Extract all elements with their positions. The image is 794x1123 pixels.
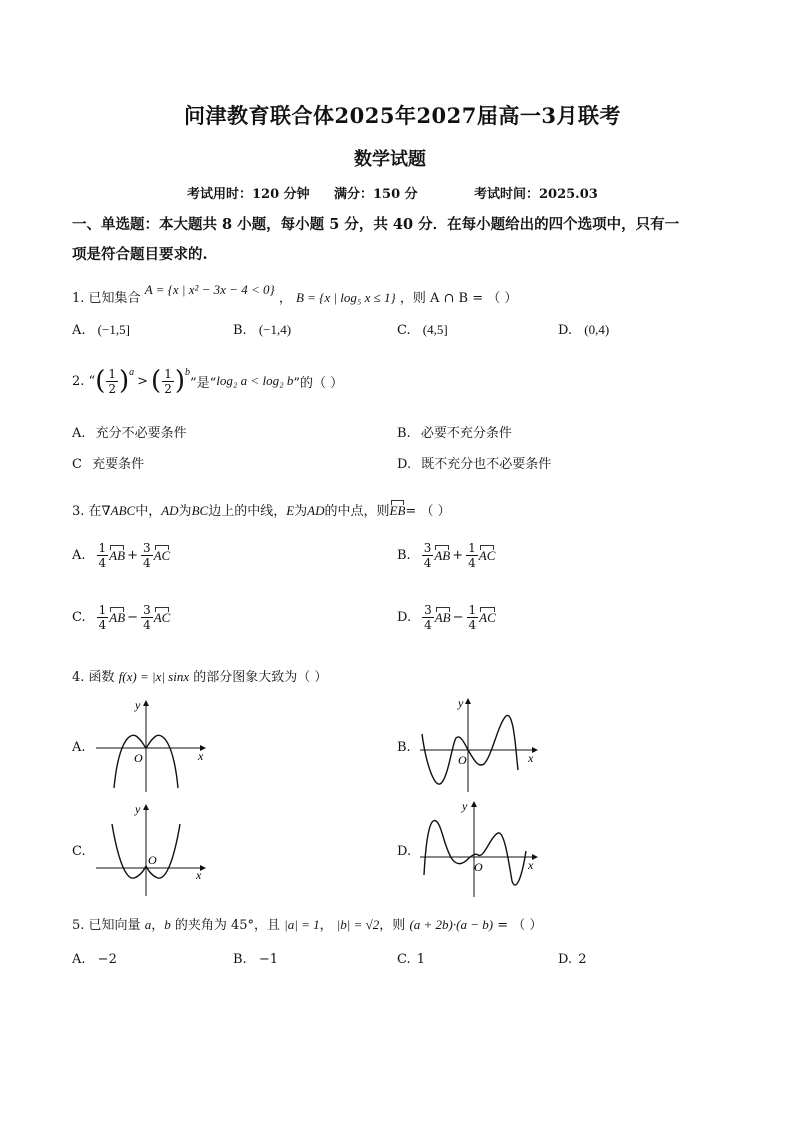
- q3-c-op: −: [127, 610, 139, 625]
- q1-prefix: 1. 已知集合: [72, 291, 141, 306]
- q4-d-y-label: y: [462, 799, 468, 813]
- q4-d-x-label: x: [528, 858, 534, 872]
- q4-c-x-label: x: [196, 868, 202, 882]
- q5-angle: 的夹角为 45°，且: [174, 918, 281, 933]
- q4-c-origin-label: O: [148, 853, 157, 867]
- time-used: 考试用时：120 分钟: [187, 187, 310, 202]
- q5-option-c: [397, 952, 425, 967]
- q3-option-d-label: D.: [397, 610, 412, 625]
- question-3: [72, 500, 451, 519]
- q5-vector-a: a: [144, 917, 152, 932]
- q3-b-coef1-num: 3: [423, 541, 432, 555]
- q3-ad: AD: [161, 503, 179, 518]
- q1-option-d-label: D.: [558, 323, 573, 338]
- q1-option-a-label: A.: [72, 323, 86, 338]
- q5-option-d: [558, 952, 587, 967]
- q2-suffix: ”的（ ）: [293, 375, 344, 391]
- q3-b-vector2: AC: [478, 547, 496, 563]
- q4-graph-a: [92, 696, 212, 796]
- exam-date: 考试时间：2025.03: [474, 187, 598, 202]
- q4-function: f(x) = |x| sinx: [118, 669, 190, 684]
- q1-option-c: [397, 322, 448, 338]
- question-5: 5. 已知向量 a，b 的夹角为 45°，且 |a| = 1， |b| = √2，则 (a + 2b)·(a − b) = （ ）: [72, 917, 543, 933]
- q3-e: E: [286, 503, 295, 518]
- q3-text-g: = （ ）: [405, 504, 451, 519]
- q5-option-c-label: C.: [397, 952, 411, 967]
- q5-prefix: 5. 已知向量: [72, 918, 141, 933]
- q3-d-op: −: [452, 610, 464, 625]
- q3-c-coef1-num: 1: [98, 603, 107, 617]
- q5-ask-pre: ，则: [379, 918, 406, 933]
- question-4: [72, 666, 327, 685]
- q1-option-b-text: (−1,4): [258, 322, 292, 337]
- q2-condition: log₂ a < log₂ b: [216, 373, 294, 388]
- q5-option-a: [72, 952, 117, 967]
- q3-bc: BC: [191, 503, 209, 518]
- question-1: [72, 282, 518, 306]
- q3-triangle: ∇ABC: [101, 503, 136, 518]
- q3-vector-eb: EB: [389, 503, 406, 518]
- q4-b-y-label: y: [458, 696, 464, 710]
- q3-text-f: 的中点，则: [324, 504, 390, 519]
- q3-a-coef1-den: 4: [98, 556, 107, 570]
- q3-d-coef2-num: 1: [468, 603, 477, 617]
- exam-subtitle: 数学试题: [354, 149, 426, 170]
- q3-d-coef1-num: 3: [424, 603, 432, 617]
- question-2: 2. “ ( $\frac{1}{2}$ ) $^a$ > ( $\frac{1}{2}$ ) $^b$ ”是“ log₂ a < log₂ b ”的（ ）: [72, 366, 344, 396]
- q4-option-c-label: C.: [72, 844, 86, 859]
- section-heading-line1: 一、单选题：本大题共 8 小题，每小题 5 分，共 40 分．在每小题给出的四个选项中，只有一: [72, 216, 680, 233]
- q3-d-coef1-den: 4: [424, 618, 432, 632]
- q3-option-a: [72, 541, 170, 570]
- q3-ad2: AD: [307, 503, 325, 518]
- q2-option-d-text: 既不充分也不必要条件: [421, 457, 552, 472]
- q3-b-vector1: AB: [434, 547, 451, 563]
- q4-option-b-label: B.: [397, 740, 411, 755]
- q3-text-c: 为: [178, 504, 192, 519]
- q3-c-coef2-num: 3: [143, 603, 151, 617]
- q2-option-c: [72, 453, 144, 472]
- q4-a-y-label: y: [135, 698, 141, 712]
- q4-d-origin-label: O: [474, 860, 483, 874]
- q3-c-coef1-den: 4: [98, 618, 107, 632]
- q3-text-b: 中，: [135, 504, 162, 519]
- q3-c-vector1: AB: [109, 609, 126, 625]
- q3-option-c: [72, 603, 170, 632]
- q3-option-b: [397, 541, 495, 570]
- q5-option-b: [233, 952, 278, 967]
- q3-b-coef2-num: 1: [468, 541, 476, 555]
- q3-a-vector2: AC: [153, 547, 171, 563]
- q4-b-x-label: x: [528, 751, 534, 765]
- q4-option-d-label: D.: [397, 844, 412, 859]
- q3-a-coef2-den: 4: [142, 556, 151, 570]
- q1-option-b-label: B.: [233, 323, 247, 338]
- q1-option-b: [233, 322, 291, 338]
- q3-option-a-label: A.: [72, 548, 86, 563]
- q4-graph-d: [416, 797, 546, 899]
- q5-option-b-label: B.: [233, 952, 247, 967]
- q3-a-op: +: [127, 548, 138, 563]
- q5-option-d-label: D.: [558, 952, 573, 967]
- q3-option-b-label: B.: [397, 548, 411, 563]
- q3-b-coef2-den: 4: [468, 556, 476, 570]
- q1-option-a: [72, 322, 130, 338]
- q3-d-vector1: AB: [434, 609, 451, 625]
- q2-prefix: 2. “: [72, 373, 96, 389]
- q5-ask-post: = （ ）: [497, 918, 543, 933]
- q1-option-d: [558, 322, 609, 338]
- q2-option-d-label: D.: [397, 457, 412, 472]
- q4-suffix: 的部分图象大致为（ ）: [193, 670, 328, 685]
- q5-option-a-text: −2: [97, 952, 117, 967]
- full-score: 满分：150 分: [334, 187, 418, 202]
- q5-cond1: |a| = 1: [284, 917, 320, 932]
- q5-option-c-text: 1: [416, 952, 426, 967]
- q1-option-d-text: (0,4): [584, 322, 610, 337]
- q4-a-x-label: x: [198, 749, 204, 763]
- q5-option-b-text: −1: [258, 952, 278, 967]
- q3-b-coef1-den: 4: [423, 556, 432, 570]
- q3-d-vector2: AC: [479, 609, 496, 625]
- q3-text-d: 边上的中线，: [208, 504, 287, 519]
- q3-a-vector1: AB: [109, 547, 126, 563]
- q1-ask: ，则 A ∩ B = （ ）: [399, 291, 518, 306]
- q2-option-a-text: 充分不必要条件: [95, 426, 187, 441]
- q3-a-coef1-num: 1: [98, 541, 107, 555]
- q3-option-d: [397, 603, 496, 632]
- q5-option-a-label: A.: [72, 952, 86, 967]
- q1-set-b: B = {x | log₅ x ≤ 1}: [295, 290, 396, 305]
- q4-c-y-label: y: [135, 802, 141, 816]
- q2-option-b-label: B.: [397, 426, 411, 441]
- q1-sep: ，: [278, 291, 292, 306]
- q5-expression: (a + 2b)·(a − b): [409, 917, 494, 932]
- q1-option-a-text: (−1,5]: [97, 322, 130, 337]
- q4-b-origin-label: O: [458, 753, 467, 767]
- q4-a-origin-label: O: [134, 751, 143, 765]
- q5-option-d-text: 2: [578, 952, 587, 967]
- q4-graph-b: [416, 694, 546, 794]
- q3-c-coef2-den: 4: [143, 618, 151, 632]
- q3-b-op: +: [452, 548, 464, 563]
- q4-graph-c: [92, 800, 212, 900]
- q2-option-b: [397, 422, 512, 441]
- q1-option-c-text: (4,5]: [422, 322, 448, 337]
- q2-option-a: [72, 422, 187, 441]
- q2-option-c-label: C: [72, 457, 82, 472]
- q1-set-a: A = {x | x² − 3x − 4 < 0}: [144, 282, 275, 297]
- q3-text-e: 为: [294, 504, 308, 519]
- q3-c-vector2: AC: [153, 609, 171, 625]
- q4-prefix: 4. 函数: [72, 670, 115, 685]
- q5-vector-b: b: [164, 917, 171, 932]
- q3-option-c-label: C.: [72, 610, 86, 625]
- q5-comma: ，: [151, 918, 165, 933]
- q3-text-a: 3. 在: [72, 504, 102, 519]
- q2-option-c-text: 充要条件: [92, 457, 145, 472]
- q2-option-b-text: 必要不充分条件: [420, 426, 512, 441]
- q1-option-c-label: C.: [397, 323, 411, 338]
- q4-option-a-label: A.: [72, 740, 86, 755]
- q5-cond2: |b| = √2: [336, 917, 380, 932]
- q3-d-coef2-den: 4: [468, 618, 477, 632]
- q2-mid: ”是“: [190, 375, 217, 391]
- q2-option-a-label: A.: [72, 426, 86, 441]
- section-heading-line2: 项是符合题目要求的.: [72, 246, 208, 263]
- q2-option-d: [397, 453, 551, 472]
- exam-title: 问津教育联合体2025年2027届高一3月联考: [184, 103, 622, 128]
- q3-a-coef2-num: 3: [142, 541, 151, 555]
